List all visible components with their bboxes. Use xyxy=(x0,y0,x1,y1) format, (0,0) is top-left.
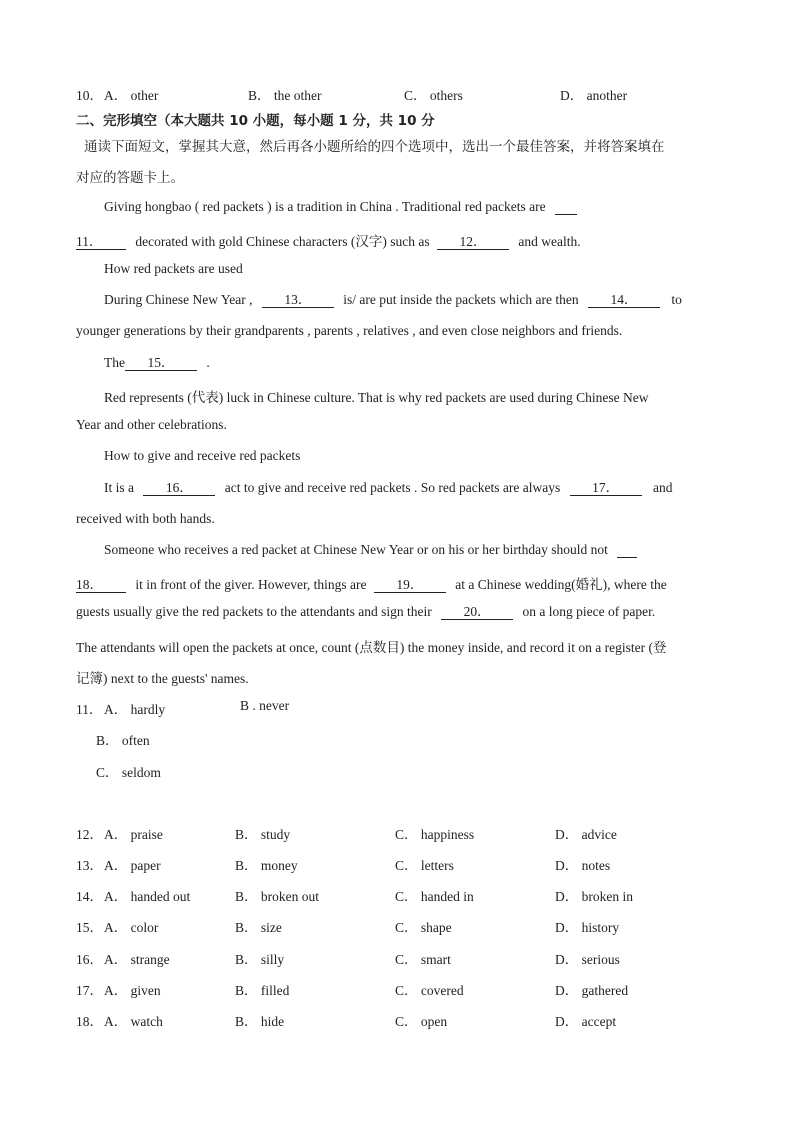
passage-line: younger generations by their grandparents , parents , relatives , and even close neighbors and friends. xyxy=(76,323,623,338)
option-d: D． gathered xyxy=(555,983,629,998)
option-c: C． letters xyxy=(395,858,454,873)
passage-text: act to give and receive red packets . So red packets are always xyxy=(224,480,561,495)
option-c: C． open xyxy=(395,1014,448,1029)
blank-20: 20． xyxy=(441,605,513,620)
q10-option-d: D． another xyxy=(560,88,628,103)
passage-text: and xyxy=(652,480,673,495)
option-b: B． silly xyxy=(235,952,285,967)
passage-line xyxy=(104,355,210,371)
option-b: B． filled xyxy=(235,983,290,998)
blank-14: 14． xyxy=(588,293,660,308)
option-b: B． study xyxy=(235,827,291,842)
passage-line xyxy=(76,230,581,250)
blank-19: 19． xyxy=(374,578,446,593)
passage-text: and wealth. xyxy=(518,234,581,249)
blank-11: 11． xyxy=(76,235,126,250)
question-number: 14． xyxy=(76,889,103,904)
option-d: D． broken in xyxy=(555,889,633,904)
blank-17: 17． xyxy=(570,481,642,496)
q11-number: 11． xyxy=(76,702,103,717)
passage-text: at a Chinese wedding(婚礼), where the xyxy=(455,577,667,592)
passage-text: It is a xyxy=(104,480,134,495)
passage-line xyxy=(76,604,655,620)
subheading-how-used: How red packets are used xyxy=(104,261,243,276)
q11-option-b: B . never xyxy=(240,698,290,713)
question-number: 17． xyxy=(76,983,103,998)
q10-option-c: C． others xyxy=(404,88,463,103)
blank-line xyxy=(555,200,577,215)
passage-text: . xyxy=(206,355,210,370)
section-title: 二、完形填空（本大题共 10 小题，每小题 1 分，共 10 分 xyxy=(76,113,435,129)
blank-18: 18． xyxy=(76,578,126,593)
passage-line: Red represents (代表) luck in Chinese culture. That is why red packets are used during Chinese New xyxy=(104,390,649,405)
q10-number: 10． xyxy=(76,88,103,103)
q10-option-a: A． other xyxy=(104,88,159,103)
q11-option-d: C． seldom xyxy=(96,765,161,780)
q11-option-c: B． often xyxy=(96,733,150,748)
q11-option-a: A． hardly xyxy=(104,702,166,717)
passage-text: on a long piece of paper. xyxy=(522,604,656,619)
option-a: A． given xyxy=(104,983,161,998)
option-c: C． happiness xyxy=(395,827,475,842)
option-b: B． broken out xyxy=(235,889,319,904)
option-a: A． praise xyxy=(104,827,163,842)
passage-text: decorated with gold Chinese characters (汉字) such as xyxy=(135,234,430,249)
option-c: C． smart xyxy=(395,952,451,967)
option-a: A． paper xyxy=(104,858,161,873)
blank-15: 15． xyxy=(125,356,197,371)
passage-line: 记簿) next to the guests' names. xyxy=(76,671,249,686)
passage-line xyxy=(104,480,672,496)
option-a: A． color xyxy=(104,920,159,935)
question-number: 12． xyxy=(76,827,103,842)
option-c: C． shape xyxy=(395,920,452,935)
subheading-how-give: How to give and receive red packets xyxy=(104,448,301,463)
passage-text: is/ are put inside the packets which are then xyxy=(343,292,579,307)
option-b: B． hide xyxy=(235,1014,285,1029)
passage-text: to xyxy=(671,292,682,307)
blank-line xyxy=(617,543,637,558)
option-d: D． notes xyxy=(555,858,611,873)
option-d: D． advice xyxy=(555,827,617,842)
option-b: B． money xyxy=(235,858,298,873)
passage-text: During Chinese New Year , xyxy=(104,292,253,307)
passage-line xyxy=(104,292,682,308)
passage-text: it in front of the giver. However, things are xyxy=(135,577,367,592)
passage-text: The xyxy=(104,355,125,370)
option-c: C． handed in xyxy=(395,889,474,904)
blank-12: 12． xyxy=(437,235,509,250)
section-instruction-1: 通读下面短文，掌握其大意，然后再各小题所给的四个选项中，选出一个最佳答案，并将答案填在 xyxy=(84,139,665,155)
option-d: D． serious xyxy=(555,952,620,967)
passage-line: received with both hands. xyxy=(76,511,215,526)
blank-16: 16． xyxy=(143,481,215,496)
passage-text: guests usually give the red packets to the attendants and sign their xyxy=(76,604,432,619)
option-d: D． accept xyxy=(555,1014,617,1029)
question-number: 15． xyxy=(76,920,103,935)
passage-line xyxy=(104,542,637,558)
question-number: 18． xyxy=(76,1014,103,1029)
passage-line xyxy=(76,573,667,593)
passage-text: Someone who receives a red packet at Chinese New Year or on his or her birthday should not xyxy=(104,542,608,557)
passage-line: The attendants will open the packets at once, count (点数目) the money inside, and record it on a register (登 xyxy=(76,640,667,655)
passage-text: Giving hongbao ( red packets ) is a tradition in China . Traditional red packets are xyxy=(104,199,546,214)
option-c: C． covered xyxy=(395,983,464,998)
option-d: D． history xyxy=(555,920,620,935)
blank-13: 13． xyxy=(262,293,334,308)
passage-line: Year and other celebrations. xyxy=(76,417,227,432)
q10-option-b: B． the other xyxy=(248,88,322,103)
option-a: A． strange xyxy=(104,952,170,967)
option-b: B． size xyxy=(235,920,282,935)
option-a: A． watch xyxy=(104,1014,163,1029)
section-instruction-2: 对应的答题卡上。 xyxy=(76,170,184,186)
question-number: 16． xyxy=(76,952,103,967)
option-a: A． handed out xyxy=(104,889,191,904)
passage-line xyxy=(104,199,577,215)
question-number: 13． xyxy=(76,858,103,873)
